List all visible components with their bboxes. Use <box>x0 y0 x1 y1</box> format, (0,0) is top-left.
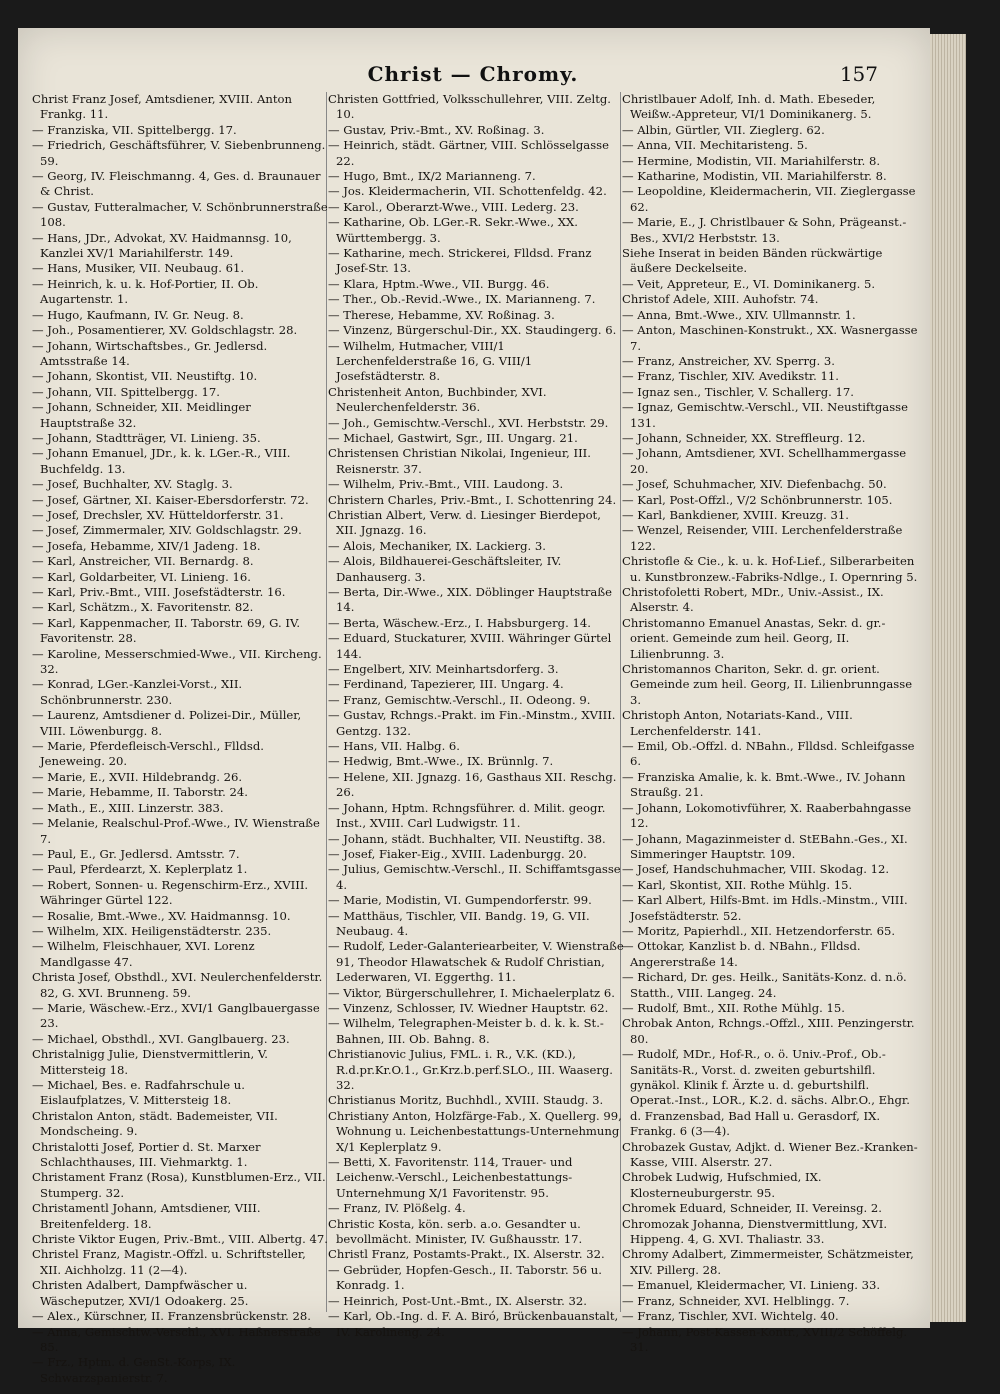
directory-entry: — Karl, Kappenmacher, II. Taborstr. 69, G. IV. Favoritenstr. 28. <box>32 615 301 646</box>
directory-entry: — Viktor, Bürgerschullehrer, I. Michaelerplatz 6. <box>328 985 615 1000</box>
directory-entry: — Heinrich, k. u. k. Hof-Portier, II. Ob. Augartenstr. 1. <box>32 276 259 307</box>
directory-entry: — Michael, Gastwirt, Sgr., III. Ungarg. 21. <box>328 430 578 445</box>
directory-entry: — Vinzenz, Schlosser, IV. Wiedner Hauptstr. 62. <box>328 1000 609 1015</box>
directory-entry: — Josef, Schuhmacher, XIV. Diefenbachg. 50. <box>622 477 887 492</box>
directory-entry: — Karl, Goldarbeiter, VI. Linieng. 16. <box>32 569 251 584</box>
directory-entry: — Gustav, Futteralmacher, V. Schönbrunnerstraße 108. <box>32 199 328 230</box>
directory-entry: — Rosalie, Bmt.-Wwe., XV. Haidmannsg. 10. <box>32 908 291 923</box>
directory-entry: Christen Gottfried, Volksschullehrer, VIII. Zeltg. 10. <box>328 92 611 122</box>
directory-entry: Christensen Christian Nikolai, Ingenieur, III. Reisnerstr. 37. <box>328 446 591 476</box>
directory-entry: — Karoline, Messerschmied-Wwe., VII. Kircheng. 32. <box>32 646 322 677</box>
directory-entry: — Josef, Handschuhmacher, VIII. Skodag. 12. <box>622 862 890 877</box>
directory-entry: — Helene, XII. Jgnazg. 16, Gasthaus XII. Reschg. 26. <box>328 769 617 800</box>
directory-entry: Christofoletti Robert, MDr., Univ.-Assist., IX. Alserstr. 4. <box>622 585 884 615</box>
directory-entry: — Therese, Hebamme, XV. Roßinag. 3. <box>328 307 555 322</box>
directory-entry: — Marie, Wäschew.-Erz., XVI/1 Ganglbauergasse 23. <box>32 1000 320 1031</box>
directory-entry: — Johann Emanuel, JDr., k. k. LGer.-R., VIII. Buchfeldg. 13. <box>32 446 291 476</box>
directory-entry: Christament Franz (Rosa), Kunstblumen-Erz., VII. Stumperg. 32. <box>32 1170 326 1200</box>
directory-entry: Siehe Inserat in beiden Bänden rückwärtige äußere Deckelseite. <box>622 246 883 276</box>
directory-entry: Christlbauer Adolf, Inh. d. Math. Ebeseder, Weißw.-Appreteur, VI/1 Dominikanerg. 5. <box>622 92 876 122</box>
directory-entry: — Engelbert, XIV. Meinhartsdorferg. 3. <box>328 662 559 677</box>
directory-entry: — Ferdinand, Tapezierer, III. Ungarg. 4. <box>328 677 564 692</box>
directory-entry: — Karl, Priv.-Bmt., VIII. Josefstädterstr. 16. <box>32 585 286 599</box>
directory-page <box>18 28 930 1385</box>
directory-entry: — Heinrich, städt. Gärtner, VIII. Schlösselgasse 22. <box>328 138 609 168</box>
directory-entry: — Jos. Kleidermacherin, VII. Schottenfeldg. 42. <box>328 184 607 199</box>
directory-entry: — Anton, Maschinen-Konstrukt., XX. Wasnergasse 7. <box>622 323 918 353</box>
directory-entry: — Josef, Fiaker-Eig., XVIII. Ladenburgg. 20. <box>328 846 587 861</box>
directory-entry: — Marie, Pferdefleisch-Verschl., Flldsd. Jeneweing. 20. <box>32 739 264 769</box>
directory-entry: — Melanie, Realschul-Prof.-Wwe., IV. Wienstraße 7. <box>32 816 320 846</box>
directory-entry: — Robert, Sonnen- u. Regenschirm-Erz., XVIII. Währinger Gürtel 122. <box>32 877 309 908</box>
directory-entry: — Heinrich, Post-Unt.-Bmt., IX. Alserstr. 32. <box>328 1293 587 1308</box>
directory-entry: — Matthäus, Tischler, VII. Bandg. 19, G. VII. Neubaug. 4. <box>328 908 590 938</box>
directory-entry: — Ignaz sen., Tischler, V. Schallerg. 17. <box>622 384 854 399</box>
directory-entry: — Franz, IV. Plößelg. 4. <box>328 1201 466 1216</box>
directory-entry: — Franz, Tischler, XVI. Wichtelg. 40. <box>622 1309 839 1324</box>
directory-entry: — Wilhelm, Priv.-Bmt., VIII. Laudong. 3. <box>328 477 564 492</box>
directory-entry: — Josef, Buchhalter, XV. Staglg. 3. <box>32 477 233 492</box>
directory-entry: — Alois, Mechaniker, IX. Lackierg. 3. <box>328 538 546 553</box>
directory-entry: — Marie, E., XVII. Hildebrandg. 26. <box>32 769 243 784</box>
directory-entry: — Leopoldine, Kleidermacherin, VII. Zieglergasse 62. <box>622 184 916 214</box>
directory-entry: — Veit, Appreteur, E., VI. Dominikanerg. 5. <box>622 276 876 291</box>
directory-entry: — Alex., Kürschner, II. Franzensbrückenstr. 28. <box>32 1309 311 1324</box>
directory-entry: — Joh., Posamentierer, XV. Goldschlagstr. 28. <box>32 323 298 338</box>
directory-entry: Christalnigg Julie, Dienstvermittlerin, V. Mittersteig 18. <box>32 1047 268 1077</box>
directory-entry: Christe Viktor Eugen, Priv.-Bmt., VIII. Albertg. 47. <box>32 1232 328 1247</box>
running-head: Christ — Chromy. <box>367 62 579 86</box>
directory-entry: — Richard, Dr. ges. Heilk., Sanitäts-Konz. d. n.ö. Statth., VIII. Langeg. 24. <box>622 970 907 1000</box>
directory-entry: — Franz, Gemischtw.-Verschl., II. Odeong. 9. <box>328 692 591 707</box>
directory-entry: Christianovic Julius, FML. i. R., V.K. (KD.), R.d.pr.Kr.O.1., Gr.Krz.b.perf.SLO., III. Waaserg. 32. <box>328 1047 613 1092</box>
directory-entry: — Rudolf, Bmt., XII. Rothe Mühlg. 15. <box>622 1000 845 1015</box>
directory-entry: — Wilhelm, Fleischhauer, XVI. Lorenz Mandlgasse 47. <box>32 939 255 969</box>
directory-entry: — Vinzenz, Bürgerschul-Dir., XX. Staudingerg. 6. <box>328 323 617 338</box>
directory-entry: — Johann, Stadtträger, VI. Linieng. 35. <box>32 430 261 445</box>
column-3 <box>622 92 918 1354</box>
directory-entry: — Franziska Amalie, k. k. Bmt.-Wwe., IV. Johann Straußg. 21. <box>622 769 906 800</box>
directory-entry: — Michael, Obsthdl., XVI. Ganglbauerg. 23. <box>32 1031 290 1046</box>
directory-entry: — Johann, Schneider, XX. Streffleurg. 12. <box>622 430 866 445</box>
directory-entry: — Johann, VII. Spittelbergg. 17. <box>32 384 220 399</box>
directory-entry: Christof Adele, XIII. Auhofstr. 74. <box>622 292 819 307</box>
directory-entry: Christalon Anton, städt. Bademeister, VII. Mondscheing. 9. <box>32 1108 278 1139</box>
directory-entry: — Hugo, Kaufmann, IV. Gr. Neug. 8. <box>32 307 244 322</box>
directory-entry: — Paul, Pferdearzt, X. Keplerplatz 1. <box>32 862 248 877</box>
page-number: 157 <box>839 62 878 86</box>
directory-entry: Christenheit Anton, Buchbinder, XVI. Neulerchenfelderstr. 36. <box>328 384 547 415</box>
directory-entry: — Josef, Drechsler, XV. Hütteldorferstr. 31. <box>32 507 284 522</box>
directory-entry: — Anna, VII. Mechitaristeng. 5. <box>622 138 808 153</box>
directory-entry: — Berta, Wäschew.-Erz., I. Habsburgerg. 14. <box>328 615 591 630</box>
directory-entry: — Franz, Schneider, XVI. Helblingg. 7. <box>622 1293 850 1308</box>
directory-entry: — Johann, Schneider, XII. Meidlinger Hauptstraße 32. <box>32 400 251 430</box>
directory-entry: Chrobazek Gustav, Adjkt. d. Wiener Bez.-Kranken-Kasse, VIII. Alserstr. 27. <box>622 1139 918 1170</box>
directory-entry: — Gustav, Priv.-Bmt., XV. Roßinag. 3. <box>328 122 545 137</box>
directory-entry: Chromek Eduard, Schneider, II. Vereinsg. 2. <box>622 1201 882 1216</box>
directory-entry: — Ottokar, Kanzlist b. d. NBahn., Flldsd. Angererstraße 14. <box>622 939 861 969</box>
directory-entry: — Johann, Lokomotivführer, X. Raaberbahngasse 12. <box>622 800 912 831</box>
directory-entry: — Franziska, VII. Spittelbergg. 17. <box>32 122 237 137</box>
directory-entry: Christen Adalbert, Dampfwäscher u. Wäscheputzer, XVI/1 Odoakerg. 25. <box>32 1278 249 1308</box>
directory-entry: Christomannos Chariton, Sekr. d. gr. orient. Gemeinde zum heil. Georg, II. Lilienbrunngasse 3. <box>622 662 913 707</box>
directory-entry: — Hans, VII. Halbg. 6. <box>328 739 460 754</box>
directory-entry: Christomanno Emanuel Anastas, Sekr. d. gr.-orient. Gemeinde zum heil. Georg, II. Lilienbrunng. 3. <box>622 615 886 661</box>
directory-entry: Christ Franz Josef, Amtsdiener, XVIII. Anton Frankg. 11. <box>32 92 292 122</box>
directory-entry: — Katharine, Ob. LGer.-R. Sekr.-Wwe., XX. Württembergg. 3. <box>328 215 578 245</box>
directory-entry: — Georg, IV. Fleischmanng. 4, Ges. d. Braunauer & Christ. <box>32 169 321 199</box>
directory-entry: — Michael, Bes. e. Radfahrschule u. Eislaufplatzes, V. Mittersteig 18. <box>32 1078 245 1108</box>
directory-entry: — Math., E., XIII. Linzerstr. 383. <box>32 800 224 815</box>
directory-entry: — Joh., Gemischtw.-Verschl., XVI. Herbststr. 29. <box>328 415 609 430</box>
directory-entry: — Wilhelm, Telegraphen-Meister b. d. k. k. St.-Bahnen, III. Ob. Bahng. 8. <box>328 1016 604 1046</box>
directory-entry: — Karl, Anstreicher, VII. Bernardg. 8. <box>32 554 254 569</box>
directory-entry: — Moritz, Papierhdl., XII. Hetzendorferstr. 65. <box>622 923 896 938</box>
directory-entry: — Franz, Tischler, XIV. Avedikstr. 11. <box>622 369 839 384</box>
directory-entry: — Johann, Post-Kassen-Kontr., XVIII/2 Schöffelg. 31. <box>622 1324 908 1354</box>
directory-entry: — Anna, Bmt.-Wwe., XIV. Ullmannstr. 1. <box>622 307 856 322</box>
directory-entry: — Rudolf, MDr., Hof-R., o. ö. Univ.-Prof., Ob.-Sanitäts-R., Vorst. d. zweiten geburtshilfl. gynäkol. Klinik f. Ärzte u. d. geburtshilfl. Operat.-Inst., LOR., K.2. d. sächs. Albr.O., Ehgr. d. Franzensbad, Bad Hall u. Gerasdorf, IX. Frankg. 6 (3—4). <box>622 1047 910 1139</box>
directory-entry: — Julius, Gemischtw.-Verschl., II. Schiffamtsgasse 4. <box>328 862 621 892</box>
directory-entry: Christamentl Johann, Amtsdiener, VIII. Breitenfelderg. 18. <box>32 1201 261 1231</box>
directory-entry: — Rudolf, Leder-Galanteriearbeiter, V. Wienstraße 91, Theodor Hlawatschek & Rudolf Christian, Lederwaren, VI. Eggerthg. 11. <box>328 939 624 985</box>
directory-entry: — Josefa, Hebamme, XIV/1 Jadeng. 18. <box>32 538 261 553</box>
directory-entry: Christian Albert, Verw. d. Liesinger Bierdepot, XII. Jgnazg. 16. <box>328 507 601 538</box>
directory-entry: — Katharine, Modistin, VII. Mariahilferstr. 8. <box>622 169 887 184</box>
directory-entry: — Frz., Hptm. d. GenSt.-Korps, IX. Schwarzspanierstr. 7. <box>32 1355 236 1385</box>
directory-entry: — Emanuel, Kleidermacher, VI. Linieng. 33. <box>622 1278 881 1293</box>
directory-entry: — Johann, Amtsdiener, XVI. Schellhammergasse 20. <box>622 446 907 476</box>
directory-entry: — Gebrüder, Hopfen-Gesch., II. Taborstr. 56 u. Konradg. 1. <box>328 1262 602 1293</box>
directory-entry: Chromozak Johanna, Dienstvermittlung, XVI. Hippeng. 4, G. XVI. Thaliastr. 33. <box>622 1216 888 1247</box>
directory-entry: Christic Kosta, kön. serb. a.o. Gesandter u. bevollmächt. Minister, IV. Gußhausstr. 17. <box>328 1216 583 1247</box>
directory-entry: — Johann, Magazinmeister d. StEBahn.-Ges., XI. Simmeringer Hauptstr. 109. <box>622 831 908 861</box>
directory-entry: — Friedrich, Geschäftsführer, V. Siebenbrunneng. 59. <box>32 138 326 168</box>
directory-entry: — Karl, Schätzm., X. Favoritenstr. 82. <box>32 600 254 615</box>
directory-entry: Christa Josef, Obsthdl., XVI. Neulerchenfelderstr. 82, G. XVI. Brunneng. 59. <box>32 970 323 1000</box>
directory-entry: Christel Franz, Magistr.-Offzl. u. Schriftsteller, XII. Aichholzg. 11 (2—4). <box>32 1247 306 1277</box>
column-2 <box>328 92 624 1339</box>
directory-entry: — Paul, E., Gr. Jedlersd. Amtsstr. 7. <box>32 846 240 861</box>
directory-entry: — Albin, Gürtler, VII. Zieglerg. 62. <box>622 122 825 137</box>
directory-entry: Christofle & Cie., k. u. k. Hof-Lief., Silberarbeiten u. Kunstbronzew.-Fabriks-Ndlge., I. Opernring 5. <box>622 554 918 584</box>
directory-entry: — Betti, X. Favoritenstr. 114, Trauer- und Leichenw.-Verschl., Leichenbestattungs-Unternehmung X/1 Favoritenstr. 95. <box>328 1155 573 1200</box>
directory-entry: — Wilhelm, XIX. Heiligenstädterstr. 235. <box>32 923 272 938</box>
directory-entry: — Katharine, mech. Strickerei, Flldsd. Franz Josef-Str. 13. <box>328 246 592 276</box>
directory-entry: Christl Franz, Postamts-Prakt., IX. Alserstr. 32. <box>328 1247 605 1262</box>
directory-entry: — Klara, Hptm.-Wwe., VII. Burgg. 46. <box>328 276 550 291</box>
directory-entry: — Marie, E., J. Christlbauer & Sohn, Prägeanst.-Bes., XVI/2 Herbststr. 13. <box>622 215 907 245</box>
directory-entry: Christiany Anton, Holzfärge-Fab., X. Quellerg. 99, Wohnung u. Leichenbestattungs-Unternehmung X/1 Keplerplatz 9. <box>328 1108 622 1154</box>
directory-entry: — Karl, Ob.-Ing. d. F. A. Biró, Brückenbauanstalt, IV. Karolineng. 24. <box>328 1309 619 1339</box>
directory-entry: — Johann, städt. Buchhalter, VII. Neustiftg. 38. <box>328 831 606 846</box>
directory-entry: — Josef, Zimmermaler, XIV. Goldschlagstr. 29. <box>32 523 302 538</box>
book-page-edges <box>930 34 966 1322</box>
directory-entry: — Hermine, Modistin, VII. Mariahilferstr. 8. <box>622 153 881 168</box>
directory-entry: — Franz, Anstreicher, XV. Sperrg. 3. <box>622 353 835 368</box>
directory-entry: Chrobek Ludwig, Hufschmied, IX. Klosterneuburgerstr. 95. <box>622 1170 822 1200</box>
column-1 <box>32 92 328 1385</box>
directory-entry: — Josef, Gärtner, XI. Kaiser-Ebersdorferstr. 72. <box>32 492 309 507</box>
directory-entry: — Karl Albert, Hilfs-Bmt. im Hdls.-Minstm., VIII. Josefstädterstr. 52. <box>622 893 908 923</box>
directory-entry: — Karol., Oberarzt-Wwe., VIII. Lederg. 23. <box>328 199 579 214</box>
directory-entry: — Ther., Ob.-Revid.-Wwe., IX. Marianneng. 7. <box>328 292 596 307</box>
directory-entry: Christianus Moritz, Buchhdl., XVIII. Staudg. 3. <box>328 1093 604 1108</box>
directory-entry: Christalotti Josef, Portier d. St. Marxer Schlachthauses, III. Viehmarktg. 1. <box>32 1139 261 1170</box>
page-header <box>18 62 930 94</box>
directory-entry: — Johann, Skontist, VII. Neustiftg. 10. <box>32 369 258 384</box>
directory-entry: — Johann, Hptm. Rchngsführer. d. Milit. geogr. Inst., XVIII. Carl Ludwigstr. 11. <box>328 800 606 831</box>
directory-entry: — Emil, Ob.-Offzl. d. NBahn., Flldsd. Schleifgasse 6. <box>622 739 915 769</box>
directory-entry: — Wenzel, Reisender, VIII. Lerchenfelderstraße 122. <box>622 523 903 553</box>
directory-entry: — Berta, Dir.-Wwe., XIX. Döblinger Hauptstraße 14. <box>328 585 612 615</box>
directory-entry: — Hans, JDr., Advokat, XV. Haidmannsg. 10, Kanzlei XV/1 Mariahilferstr. 149. <box>32 230 292 261</box>
directory-entry: Chromy Adalbert, Zimmermeister, Schätzmeister, XIV. Pillerg. 28. <box>622 1247 914 1277</box>
directory-entry: — Eduard, Stuckaturer, XVIII. Währinger Gürtel 144. <box>328 631 612 661</box>
directory-entry: — Laurenz, Amtsdiener d. Polizei-Dir., Müller, VIII. Löwenburgg. 8. <box>32 708 302 738</box>
directory-entry: — Hugo, Bmt., IX/2 Marianneng. 7. <box>328 169 536 184</box>
directory-entry: — Hedwig, Bmt.-Wwe., IX. Brünnlg. 7. <box>328 754 554 769</box>
directory-entry: — Wilhelm, Hutmacher, VIII/1 Lerchenfelderstraße 16, G. VIII/1 Josefstädterstr. 8. <box>328 338 533 384</box>
directory-entry: — Alois, Bildhauerei-Geschäftsleiter, IV. Danhauserg. 3. <box>328 554 562 584</box>
directory-entry: — Marie, Hebamme, II. Taborstr. 24. <box>32 785 248 800</box>
directory-entry: Christern Charles, Priv.-Bmt., I. Schottenring 24. <box>328 492 617 507</box>
directory-entry: — Karl, Skontist, XII. Rothe Mühlg. 15. <box>622 877 853 892</box>
directory-entry: — Ignaz, Gemischtw.-Verschl., VII. Neustiftgasse 131. <box>622 400 908 430</box>
directory-entry: — Hans, Musiker, VII. Neubaug. 61. <box>32 261 245 276</box>
directory-entry: — Karl, Bankdiener, XVIII. Kreuzg. 31. <box>622 507 849 522</box>
directory-entry: — Karl, Post-Offzl., V/2 Schönbrunnerstr. 105. <box>622 492 893 507</box>
directory-entry: — Gustav, Rchngs.-Prakt. im Fin.-Minstm., XVIII. Gentzg. 132. <box>328 708 616 738</box>
directory-entry: — Marie, Modistin, VI. Gumpendorferstr. 99. <box>328 893 592 908</box>
directory-entry: — Johann, Wirtschaftsbes., Gr. Jedlersd. Amtsstraße 14. <box>32 338 268 368</box>
directory-entry: — Konrad, LGer.-Kanzlei-Vorst., XII. Schönbrunnerstr. 230. <box>32 677 243 707</box>
directory-entry: Chrobak Anton, Rchngs.-Offzl., XIII. Penzingerstr. 80. <box>622 1016 915 1046</box>
directory-entry: — Anna, Gemischtw.-Verschl., XVI. Haßnerstraße 85. <box>32 1324 321 1354</box>
directory-entry: Christoph Anton, Notariats-Kand., VIII. Lerchenfelderstr. 141. <box>622 708 853 738</box>
